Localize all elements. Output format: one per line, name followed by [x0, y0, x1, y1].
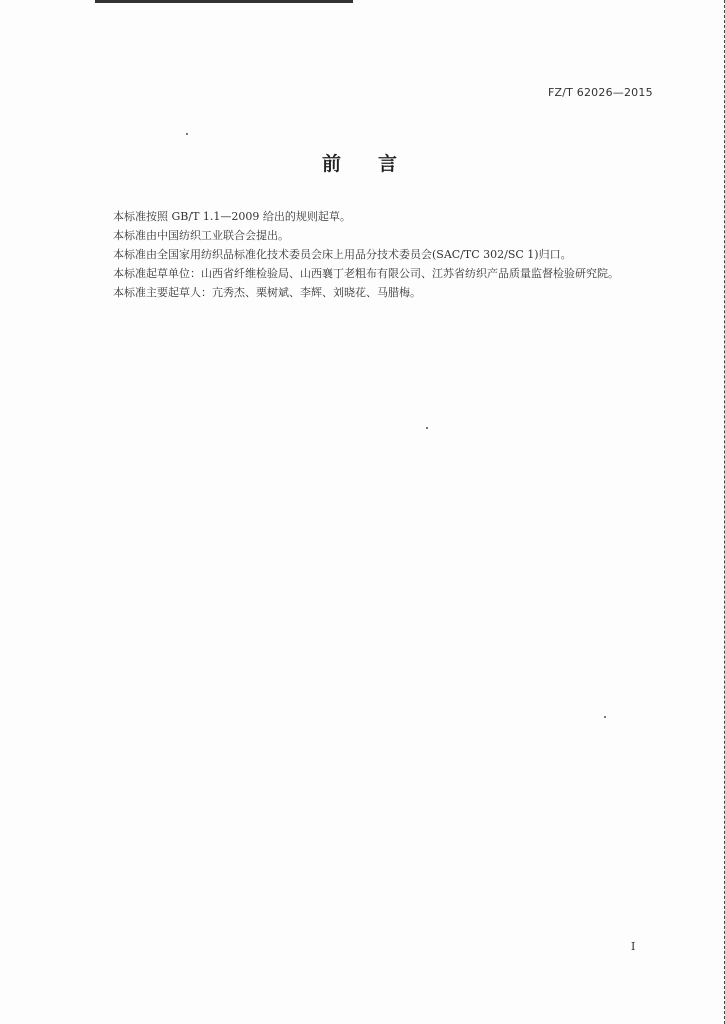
paragraph: 本标准起草单位：山西省纤维检验局、山西襄丁老粗布有限公司、江苏省纺织产品质量监督检验研究院。 — [113, 267, 619, 280]
page-title: 前言 — [322, 153, 435, 175]
top-rule — [95, 0, 353, 3]
paragraph: 本标准主要起草人：亢秀杰、栗树斌、李辉、刘晓花、马腊梅。 — [113, 286, 421, 299]
foreword-body — [85, 207, 655, 302]
scan-dot — [426, 427, 428, 429]
paragraph: 本标准按照 GB/T 1.1—2009 给出的规则起草。 — [113, 210, 351, 223]
scan-dot — [186, 133, 188, 135]
scan-dot — [604, 716, 606, 718]
paragraph: 本标准由中国纺织工业联合会提出。 — [113, 229, 289, 242]
document-code: FZ/T 62026—2015 — [548, 86, 653, 99]
paragraph: 本标准由全国家用纺织品标准化技术委员会床上用品分技术委员会(SAC/TC 302/SC 1)归口。 — [113, 248, 572, 261]
page-number: I — [631, 940, 636, 953]
